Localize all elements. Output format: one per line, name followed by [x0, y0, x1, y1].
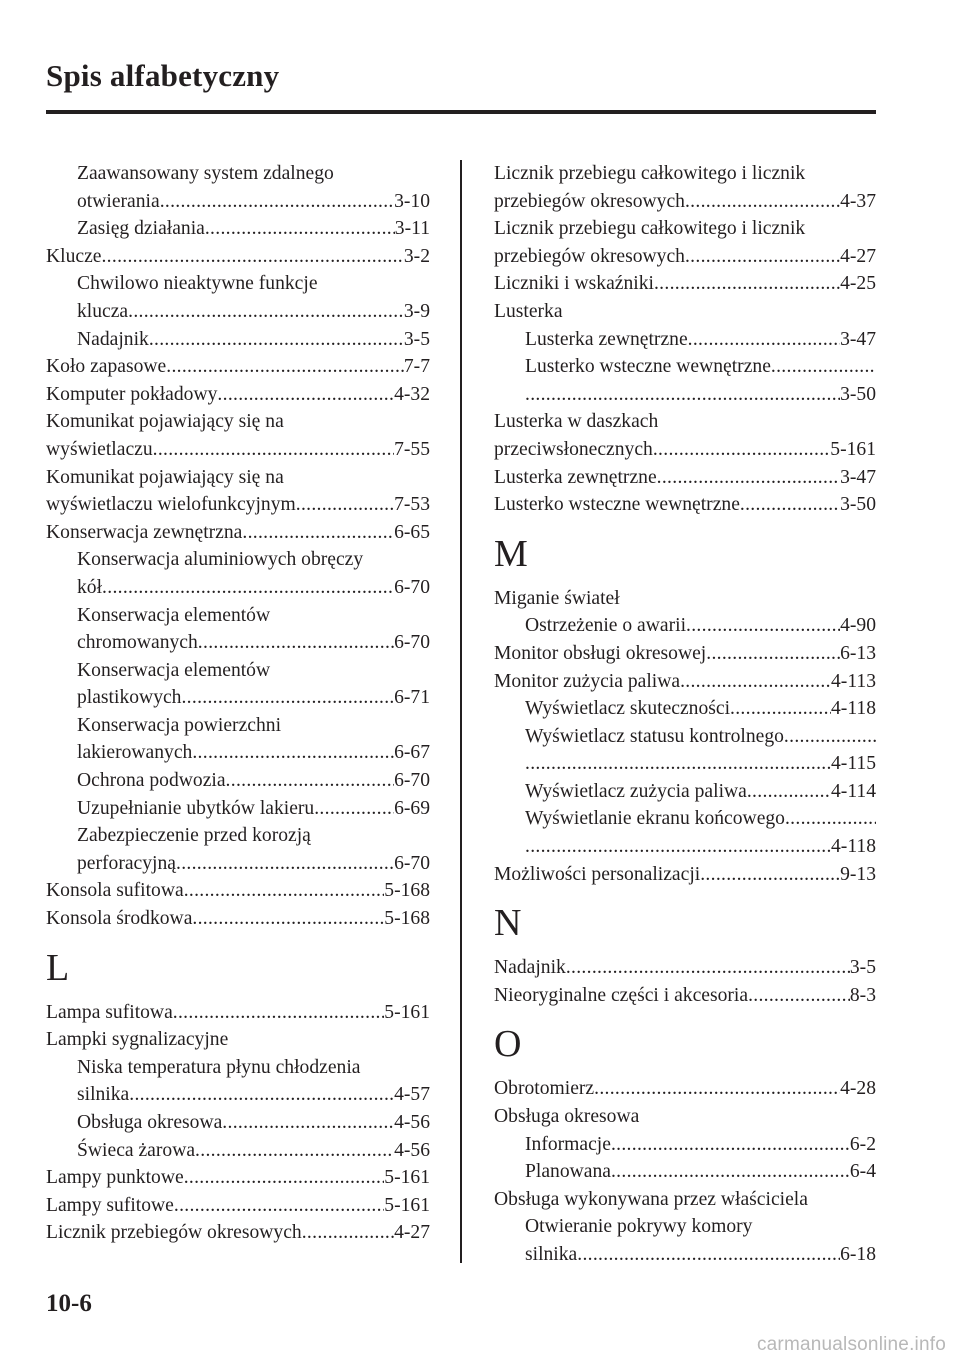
index-entry-text-line [494, 1103, 876, 1131]
index-entry-page: 3-10 [394, 190, 430, 212]
index-entry-page: 4-115 [831, 753, 876, 775]
index-entry [494, 270, 876, 298]
dot-leader [176, 850, 394, 878]
index-entry-page: 3-5 [849, 957, 876, 979]
dot-leader [748, 982, 850, 1010]
index-entry [494, 381, 876, 409]
index-entry-label: Lampy punktowe [46, 1167, 184, 1189]
index-entry-label: Niska temperatura płynu chłodzenia [77, 1056, 361, 1078]
index-entry [494, 1241, 876, 1269]
dot-leader [195, 1137, 394, 1165]
index-entry [494, 243, 876, 271]
index-entry-label: Zasięg działania [77, 218, 205, 240]
dot-leader [525, 381, 840, 409]
index-entry [46, 1137, 430, 1165]
index-entry-page: 8-3 [849, 984, 876, 1006]
index-entry-label: Miganie świateł [494, 587, 620, 609]
index-entry [46, 999, 430, 1027]
index-entry-page: 6-67 [394, 742, 430, 764]
index-entry [46, 436, 430, 464]
index-entry-text-line [494, 298, 876, 326]
dot-leader [686, 612, 840, 640]
dot-leader [657, 464, 840, 492]
index-entry-label: Zaawansowany system zdalnego [77, 163, 334, 184]
dot-leader [785, 805, 876, 833]
index-entry-label: Lusterko wsteczne wewnętrzne [494, 494, 740, 516]
index-entry-label: Lampy sufitowe [46, 1194, 174, 1216]
dot-leader [685, 188, 840, 216]
index-entry-label: Wyświetlacz zużycia paliwa [525, 780, 747, 802]
index-entry-page: 6-2 [849, 1133, 876, 1155]
dot-leader [314, 795, 394, 823]
index-entry [46, 1192, 430, 1220]
index-entry-label: Konsola sufitowa [46, 880, 184, 902]
index-entry [494, 750, 876, 778]
dot-leader [128, 298, 404, 326]
dot-leader [688, 326, 840, 354]
index-entry-label: Obsługa wykonywana przez właściciela [494, 1188, 808, 1210]
index-section-letter: N [494, 902, 522, 945]
dot-leader [184, 877, 385, 905]
index-entry-label: Konserwacja zewnętrzna [46, 521, 243, 543]
index-entry-text-line [494, 585, 876, 613]
dot-leader [222, 1109, 394, 1137]
dot-leader [594, 1075, 840, 1103]
index-entry-label: Chwilowo nieaktywne funkcje [77, 273, 318, 295]
index-entry-label: Nieoryginalne części i akcesoria [494, 984, 749, 1006]
index-entry [494, 326, 876, 354]
watermark[interactable]: carmanualsonline.info [756, 1334, 946, 1355]
dot-leader [160, 188, 394, 216]
index-section-letter: O [494, 1023, 522, 1066]
dot-leader [680, 668, 831, 696]
index-entry [46, 1109, 430, 1137]
index-entry-page: 4-114 [831, 780, 876, 802]
dot-leader [525, 833, 831, 861]
index-entry-page: 6-65 [394, 521, 430, 543]
index-entry-page: 3-9 [403, 300, 430, 322]
index-entry-text-line [494, 160, 876, 188]
dot-leader [173, 999, 385, 1027]
index-entry [494, 1158, 876, 1186]
index-entry-text-line [494, 1213, 876, 1241]
index-entry-page: 3-47 [840, 466, 876, 488]
dot-leader [174, 1192, 384, 1220]
dot-leader [525, 750, 831, 778]
index-entry-label: Lusterko wsteczne wewnętrzne [525, 356, 771, 378]
index-entry-label: wyświetlaczu [46, 438, 153, 460]
dot-leader [747, 778, 831, 806]
index-entry-label: przeciwsłonecznych [494, 438, 653, 460]
index-entry [494, 464, 876, 492]
index-entry-label: Ochrona podwozia [77, 770, 226, 792]
index-entry [46, 381, 430, 409]
dot-leader [205, 215, 395, 243]
index-entry-label: Konsola środkowa [46, 908, 193, 930]
index-entry-label: Koło zapasowe [46, 356, 167, 378]
dot-leader [577, 1241, 840, 1269]
index-entry-page: 5-161 [830, 438, 876, 460]
index-entry [494, 723, 876, 751]
dot-leader [166, 353, 404, 381]
index-entry-label: Lusterka [494, 300, 563, 322]
index-entry [46, 629, 430, 657]
index-entry-page: 6-18 [840, 1244, 876, 1265]
index-entry-label: chromowanych [77, 632, 198, 654]
index-entry-text-line [46, 712, 430, 740]
index-entry-label: Lampki sygnalizacyjne [46, 1029, 229, 1051]
index-entry-page: 4-90 [840, 615, 876, 637]
index-entry-page: 6-70 [394, 632, 430, 654]
index-entry-label: Liczniki i wskaźniki [494, 273, 654, 295]
index-entry-label: Obsługa okresowa [77, 1112, 223, 1133]
index-entry-label: lakierowanych [77, 742, 193, 764]
index-entry-page: 4-113 [831, 670, 876, 692]
index-entry-page: 4-37 [840, 190, 876, 212]
index-entry-text-line [46, 160, 430, 188]
index-entry-label: plastikowych [77, 687, 182, 709]
dot-leader [184, 1164, 385, 1192]
index-entry-page: 4-118 [831, 836, 876, 858]
index-entry-label: Konserwacja aluminiowych obręczy [77, 549, 364, 571]
index-entry [46, 684, 430, 712]
index-entry-text-line [46, 602, 430, 630]
index-entry [46, 767, 430, 795]
index-entry-label: Licznik przebiegu całkowitego i licznik [494, 218, 806, 240]
index-entry-page: 3-5 [403, 328, 430, 350]
index-entry-label: Świeca żarowa [77, 1139, 196, 1161]
index-entry-page: 6-70 [394, 576, 430, 598]
index-entry-page: 3-47 [840, 328, 876, 350]
index-entry-label: kół [77, 576, 103, 598]
column-divider [460, 160, 462, 1263]
index-entry-page: 7-53 [394, 494, 430, 516]
dot-leader [685, 243, 840, 271]
index-entry-page: 7-7 [403, 356, 430, 378]
index-entry-label: Nadajnik [494, 957, 566, 979]
index-entry-label: Komunikat pojawiający się na [46, 411, 284, 433]
index-entry-label: Obsługa okresowa [494, 1106, 640, 1128]
index-entry [494, 491, 876, 519]
index-entry-page: 6-70 [394, 852, 430, 874]
index-entry-page: 5-168 [384, 908, 430, 930]
index-entry-page: 5-168 [384, 880, 430, 902]
index-entry-text-line [46, 464, 430, 492]
index-entry [46, 353, 430, 381]
index-entry-label: Komunikat pojawiający się na [46, 466, 284, 488]
index-entry-page: 6-13 [840, 642, 876, 664]
index-entry [46, 1081, 430, 1109]
index-entry-text-line [46, 546, 430, 574]
index-entry-label: Ostrzeżenie o awarii [525, 615, 687, 637]
dot-leader [217, 381, 394, 409]
index-entry-label: Konserwacja elementów [77, 604, 271, 626]
index-column-right [494, 160, 876, 1269]
dot-leader [226, 767, 395, 795]
index-entry [494, 1131, 876, 1159]
index-entry-label: Planowana [525, 1161, 611, 1183]
index-entry-label: Wyświetlacz statusu kontrolnego [525, 725, 784, 747]
dot-leader [101, 243, 403, 271]
index-entry-label: Licznik przebiegu całkowitego i licznik [494, 163, 806, 184]
index-entry-page: 4-57 [394, 1084, 430, 1106]
index-entry-page: 3-50 [840, 383, 876, 405]
dot-leader [653, 436, 830, 464]
index-entry [494, 982, 876, 1010]
dot-leader [198, 629, 394, 657]
index-entry [46, 1219, 430, 1247]
index-entry-page: 5-161 [384, 1001, 430, 1023]
index-entry [494, 861, 876, 889]
index-entry-page: 4-56 [394, 1112, 430, 1133]
index-entry [494, 833, 876, 861]
index-entry-page: 3-2 [403, 245, 430, 267]
index-entry [46, 739, 430, 767]
dot-leader [149, 326, 404, 354]
header-rule [46, 110, 876, 114]
index-entry-page: 6-69 [394, 797, 430, 819]
index-entry-label: Klucze [46, 245, 102, 267]
index-entry-page: 6-4 [849, 1161, 876, 1183]
index-entry [46, 491, 430, 519]
index-entry [46, 574, 430, 602]
index-entry [494, 805, 876, 833]
dot-leader [730, 695, 831, 723]
index-entry [494, 436, 876, 464]
index-entry-text-line [494, 408, 876, 436]
index-entry-text-line [494, 1186, 876, 1214]
index-entry [494, 695, 876, 723]
index-entry-label: Wyświetlacz skuteczności [525, 698, 731, 720]
index-entry-text-line [46, 1054, 430, 1082]
index-entry-label: Monitor zużycia paliwa [494, 670, 681, 692]
index-entry-label: przebiegów okresowych [494, 190, 685, 212]
dot-leader [302, 1219, 394, 1247]
index-entry-label: Wyświetlanie ekranu końcowego [525, 808, 785, 830]
index-entry [46, 298, 430, 326]
index-entry-label: Informacje [525, 1133, 611, 1155]
index-entry-label: Otwieranie pokrywy komory [525, 1216, 753, 1238]
index-entry-text-line [46, 270, 430, 298]
index-entry-page: 7-55 [394, 438, 430, 460]
index-entry [46, 1164, 430, 1192]
index-entry-label: Nadajnik [77, 328, 149, 350]
index-entry [46, 243, 430, 271]
index-entry-label: Konserwacja powierzchni [77, 714, 282, 736]
index-entry-label: Uzupełnianie ubytków lakieru [77, 797, 315, 819]
index-entry-page: 4-32 [394, 383, 430, 405]
index-entry-label: Lampa sufitowa [46, 1001, 173, 1023]
index-entry [46, 905, 430, 933]
index-entry [494, 668, 876, 696]
index-entry-page: 4-28 [840, 1078, 876, 1100]
index-entry-page: 4-25 [840, 273, 876, 295]
dot-leader [566, 954, 850, 982]
index-entry [46, 188, 430, 216]
index-entry-label: wyświetlaczu wielofunkcyjnym [46, 494, 296, 516]
index-entry-page: 4-56 [394, 1139, 430, 1161]
index-entry-label: Lusterka w daszkach [494, 411, 659, 433]
dot-leader [654, 270, 840, 298]
dot-leader [771, 353, 876, 381]
dot-leader [611, 1158, 850, 1186]
index-entry [46, 215, 430, 243]
index-entry [494, 954, 876, 982]
index-entry-label: Obrotomierz [494, 1078, 595, 1100]
dot-leader [296, 491, 394, 519]
index-entry-page: 4-27 [840, 245, 876, 267]
index-entry-label: silnika [525, 1244, 578, 1265]
index-entry-label: przebiegów okresowych [494, 245, 685, 267]
index-entry [494, 640, 876, 668]
index-entry [46, 519, 430, 547]
index-section-letter: M [494, 532, 528, 575]
index-entry [46, 326, 430, 354]
page-title: Spis alfabetyczny [46, 58, 280, 93]
index-entry-text-line [46, 822, 430, 850]
index-entry-page: 4-27 [394, 1222, 430, 1244]
dot-leader [181, 684, 394, 712]
index-entry-label: perforacyjną [77, 852, 176, 874]
index-entry [494, 1075, 876, 1103]
index-entry-page: 4-118 [831, 698, 876, 720]
index-entry-label: Monitor obsługi okresowej [494, 642, 707, 664]
index-entry-page: 6-71 [394, 687, 430, 709]
index-entry [494, 612, 876, 640]
dot-leader [784, 723, 876, 751]
dot-leader [740, 491, 840, 519]
dot-leader [706, 640, 840, 668]
index-entry-label: silnika [77, 1084, 130, 1106]
page-number: 10-6 [46, 1290, 92, 1317]
index-entry-label: Lusterka zewnętrzne [494, 466, 657, 488]
index-entry-page: 3-11 [394, 218, 430, 240]
index-entry-text-line [46, 408, 430, 436]
index-entry-label: otwierania [77, 190, 160, 212]
index-entry [46, 850, 430, 878]
index-entry [494, 353, 876, 381]
index-entry-page: 5-161 [384, 1167, 430, 1189]
index-entry [494, 188, 876, 216]
index-entry-label: Zabezpieczenie przed korozją [77, 825, 311, 847]
dot-leader [700, 861, 840, 889]
index-entry-label: Komputer pokładowy [46, 383, 218, 405]
index-entry-label: klucza [77, 300, 129, 322]
dot-leader [192, 739, 394, 767]
dot-leader [129, 1081, 394, 1109]
index-entry [46, 795, 430, 823]
index-entry-page: 5-161 [384, 1194, 430, 1216]
index-entry [46, 877, 430, 905]
dot-leader [242, 519, 394, 547]
index-entry-page: 6-70 [394, 770, 430, 792]
index-entry [494, 778, 876, 806]
dot-leader [192, 905, 384, 933]
index-entry-label: Konserwacja elementów [77, 659, 271, 681]
index-entry-page: 3-50 [840, 494, 876, 516]
index-entry-text-line [46, 657, 430, 685]
index-entry-text-line [494, 215, 876, 243]
index-entry-label: Możliwości personalizacji [494, 863, 701, 885]
index-entry-label: Lusterka zewnętrzne [525, 328, 688, 350]
dot-leader [611, 1131, 850, 1159]
index-section-letter: L [46, 946, 70, 989]
dot-leader [153, 436, 394, 464]
index-entry-page: 9-13 [840, 863, 876, 885]
index-entry-text-line [46, 1026, 430, 1054]
dot-leader [102, 574, 394, 602]
index-column-left [46, 160, 430, 1247]
index-entry-label: Licznik przebiegów okresowych [46, 1222, 302, 1244]
